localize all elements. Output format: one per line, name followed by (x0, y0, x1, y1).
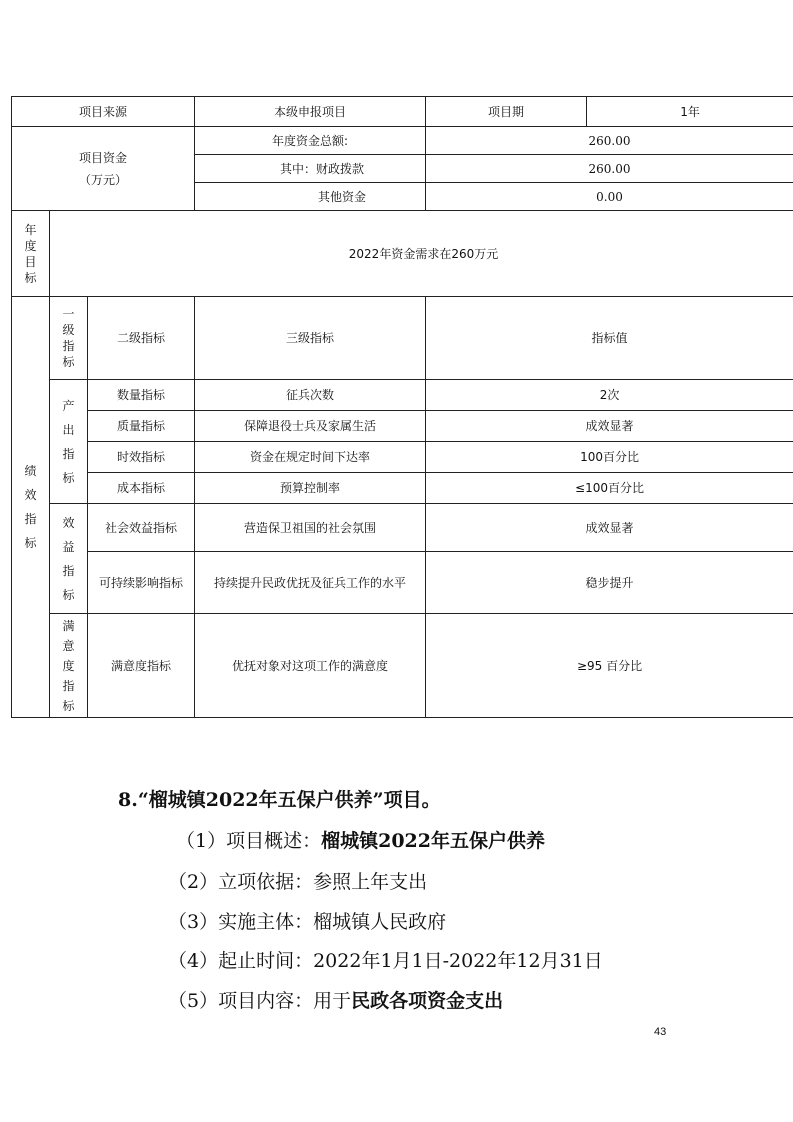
row-fund-total (12, 127, 793, 155)
output-label (50, 380, 88, 504)
item-2: （2）立项依据：参照上年支出 (168, 871, 428, 893)
row-l2: 社会效益指标 (88, 504, 195, 552)
item-5 (168, 986, 503, 1013)
source-label: 项目来源 (12, 97, 195, 127)
row-header (12, 297, 793, 380)
row-value: 2次 (426, 380, 793, 411)
row-l2: 质量指标 (88, 411, 195, 442)
row-l3: 保障退役士兵及家属生活 (195, 411, 426, 442)
row-l2: 可持续影响指标 (88, 552, 195, 614)
row-value: 成效显著 (426, 504, 793, 552)
row-l2: 满意度指标 (88, 614, 195, 718)
fund-label (12, 127, 195, 211)
row-l3: 资金在规定时间下达率 (195, 442, 426, 473)
fund-label-text: 项目资金 （万元） (79, 150, 128, 187)
header-value: 指标值 (426, 297, 793, 380)
period-label: 项目期 (426, 97, 587, 127)
row-l3: 优抚对象对这项工作的满意度 (195, 614, 426, 718)
header-level2: 二级指标 (88, 297, 195, 380)
row-value: ≤100百分比 (426, 473, 793, 504)
row-l2: 时效指标 (88, 442, 195, 473)
item-4: （4）起止时间：2022年1月1日-2022年12月31日 (168, 950, 603, 972)
row-source (12, 97, 793, 127)
table-row (12, 552, 793, 614)
table-row (12, 473, 793, 504)
performance-table (11, 96, 793, 718)
item-5-label: （5）项目内容：用于 (168, 990, 352, 1012)
fund-total-value: 260.00 (426, 127, 793, 155)
period-value: 1年 (587, 97, 793, 127)
item-1-label: （1）项目概述： (176, 830, 322, 852)
table-row (12, 504, 793, 552)
item-5-value: 民政各项资金支出 (351, 990, 504, 1012)
header-level3: 三级指标 (195, 297, 426, 380)
fund-other-label: 其他资金 (195, 183, 426, 211)
row-l3: 营造保卫祖国的社会氛围 (195, 504, 426, 552)
row-l2: 成本指标 (88, 473, 195, 504)
row-l3: 持续提升民政优抚及征兵工作的水平 (195, 552, 426, 614)
table-row (12, 411, 793, 442)
fund-other-value: 0.00 (426, 183, 793, 211)
row-value: 100百分比 (426, 442, 793, 473)
item-1 (176, 826, 545, 853)
header-level1 (50, 297, 88, 380)
fund-total-label: 年度资金总额: (195, 127, 426, 155)
performance-label (12, 297, 50, 718)
row-l3: 征兵次数 (195, 380, 426, 411)
satisfaction-label (50, 614, 88, 718)
annual-goal-label (12, 211, 50, 297)
header-level1-text: 一 级 指 标 (62, 307, 75, 369)
table-row (12, 380, 793, 411)
benefit-label-text: 效 益 指 标 (62, 515, 75, 602)
item-1-value: 榴城镇2022年五保户供养 (321, 830, 545, 852)
section-title: 8.“榴城镇2022年五保户供养”项目。 (118, 789, 441, 811)
page-number: 43 (654, 1026, 667, 1038)
item-3: （3）实施主体：榴城镇人民政府 (168, 911, 447, 933)
row-value: 成效显著 (426, 411, 793, 442)
row-value: ≥95 百分比 (426, 614, 793, 718)
row-annual-goal (12, 211, 793, 297)
benefit-label (50, 504, 88, 614)
annual-goal-label-text: 年 度 目 标 (24, 222, 37, 285)
row-value: 稳步提升 (426, 552, 793, 614)
annual-goal-value: 2022年资金需求在260万元 (50, 211, 793, 297)
fund-fiscal-label: 其中：财政拨款 (195, 155, 426, 183)
source-value: 本级申报项目 (195, 97, 426, 127)
table-row (12, 614, 793, 718)
performance-label-text: 绩 效 指 标 (24, 464, 37, 550)
table-row (12, 442, 793, 473)
output-label-text: 产 出 指 标 (62, 398, 75, 485)
satisfaction-label-text: 满 意 度 指 标 (62, 618, 75, 713)
row-l2: 数量指标 (88, 380, 195, 411)
fund-fiscal-value: 260.00 (426, 155, 793, 183)
row-l3: 预算控制率 (195, 473, 426, 504)
